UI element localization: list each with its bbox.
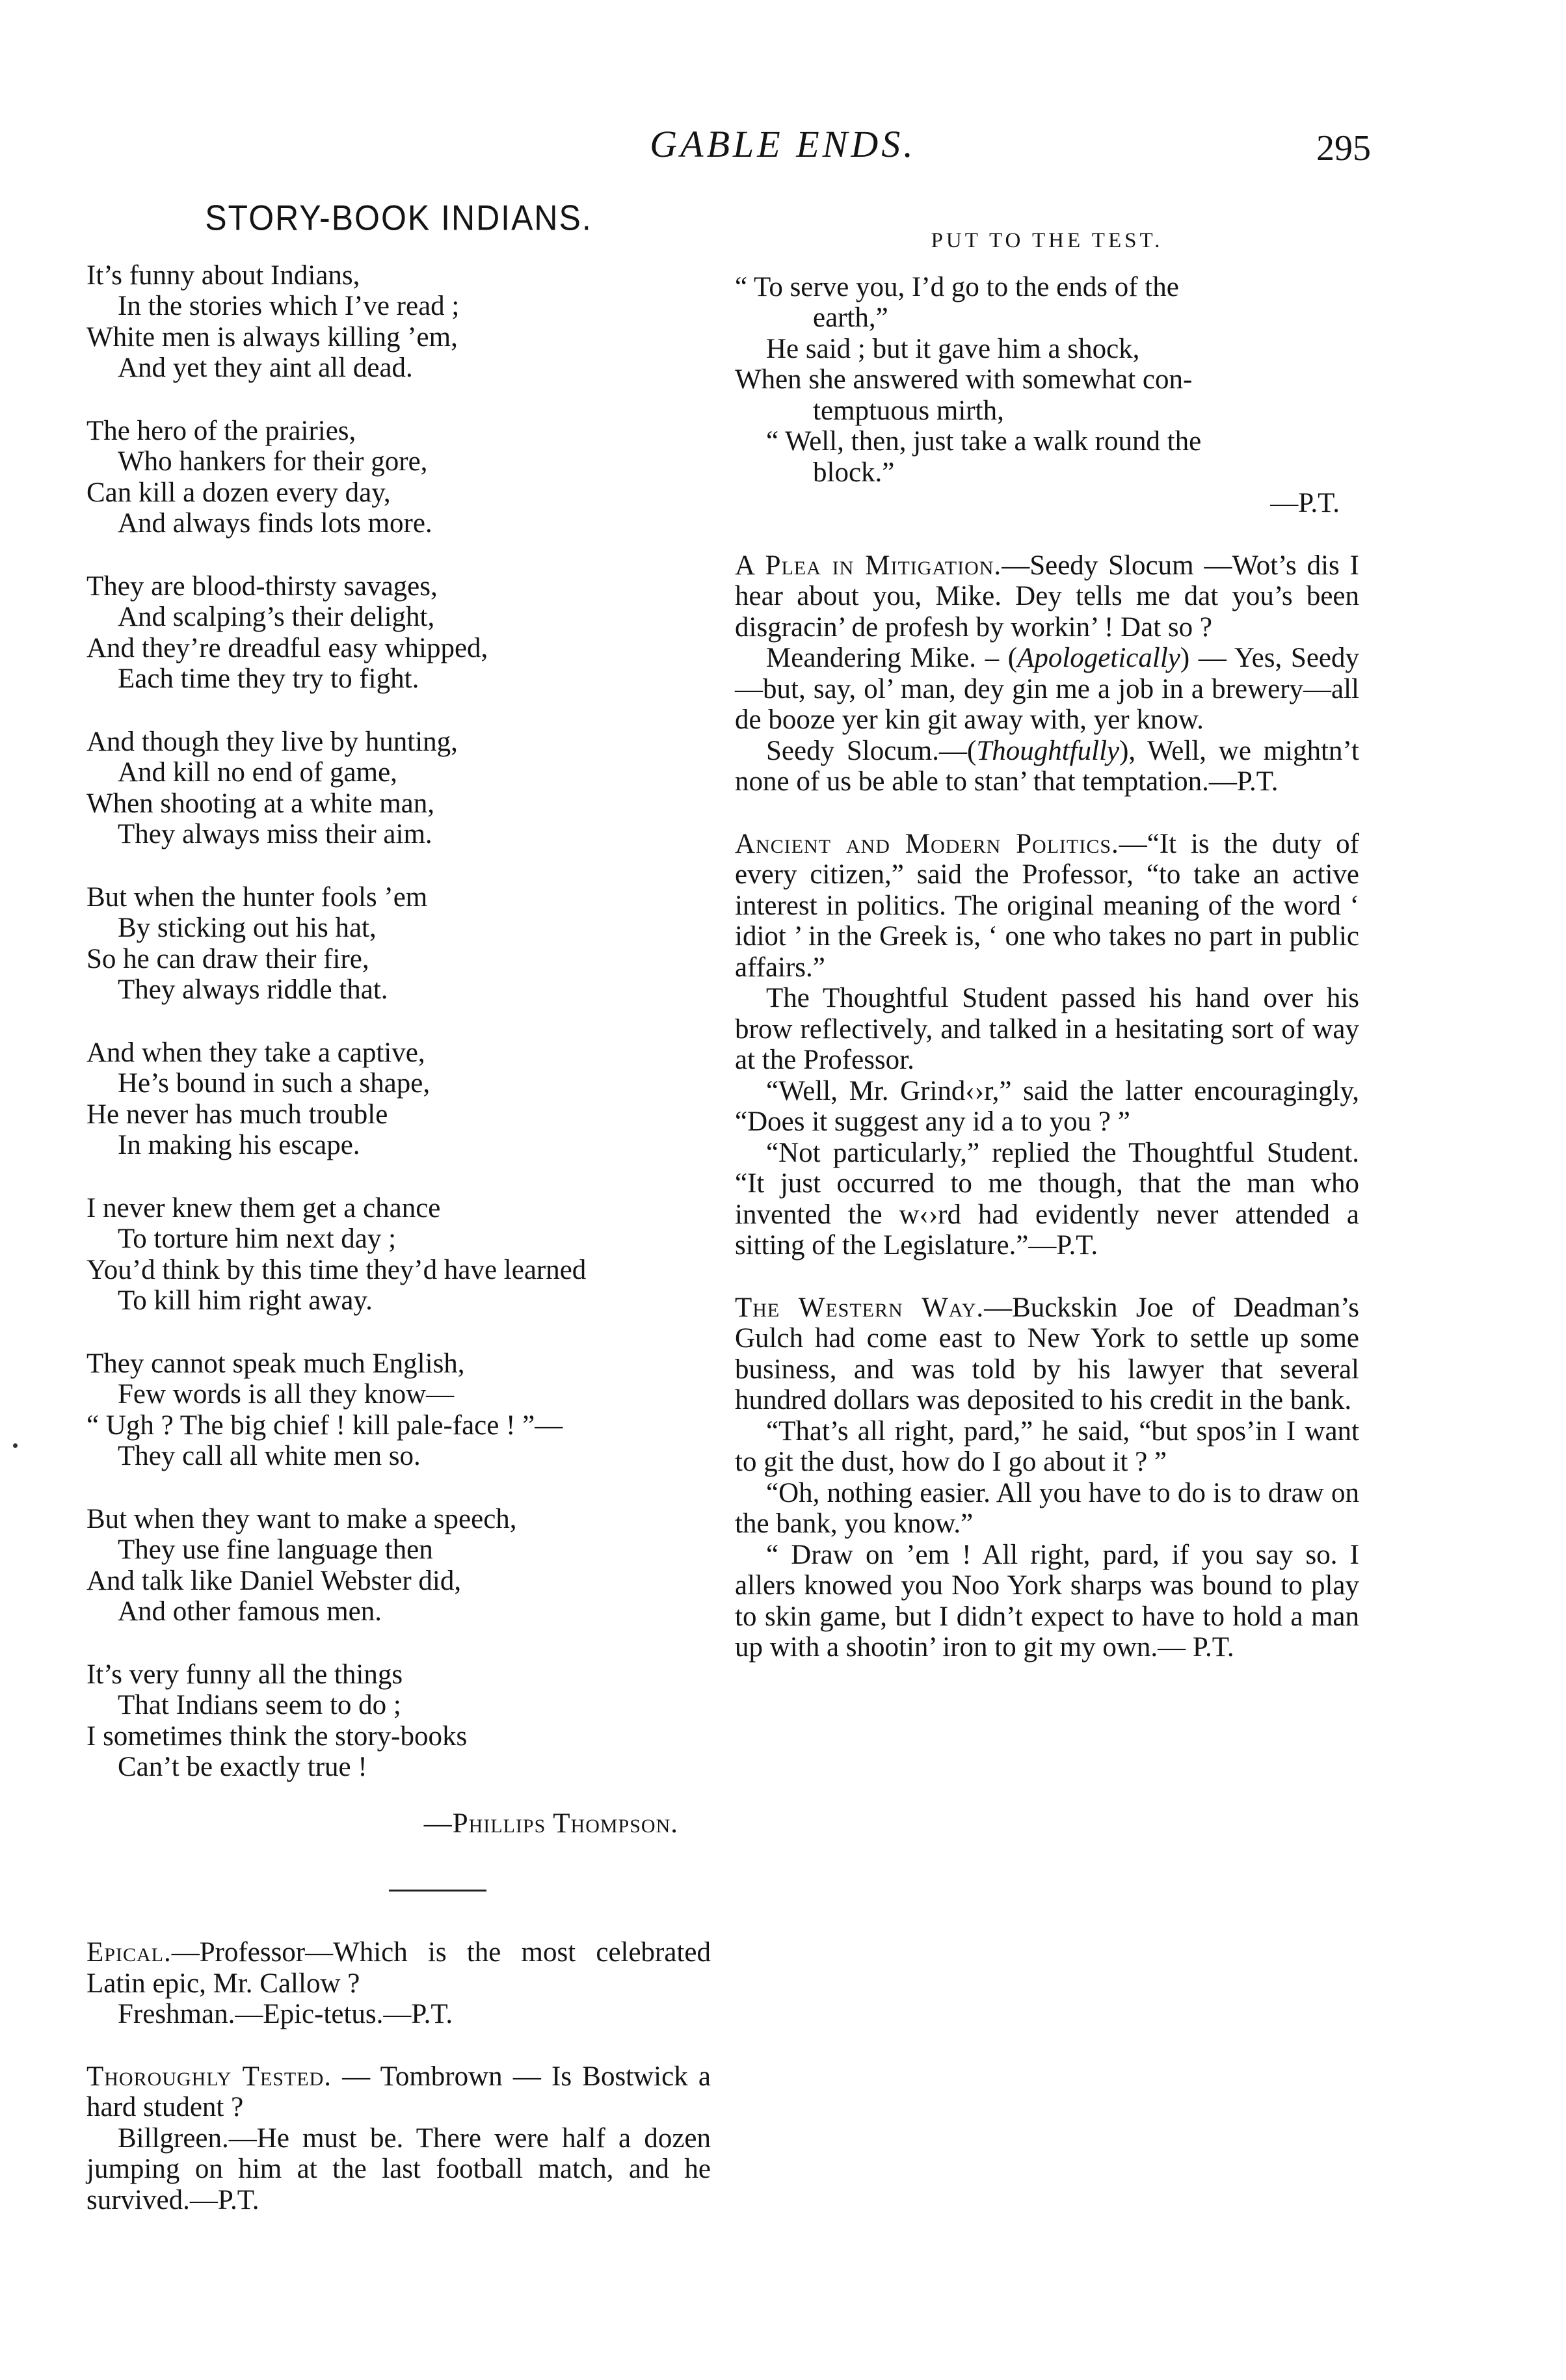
poem-line: They call all white men so. <box>118 1441 421 1471</box>
epical-text: —Professor—Which is the most celebrated Latin epic, Mr. Callow ? <box>86 1937 711 1999</box>
running-title: GABLE ENDS. <box>650 123 916 165</box>
poem-body <box>86 260 711 1783</box>
thoroughly-tested-piece <box>86 2061 711 2216</box>
poem-line: They are blood-thirsty savages, <box>86 570 438 602</box>
plea-paragraph-3: Seedy Slocum.—(Thoughtfully), Well, we mightn’t none of us be able to stan’ that temptation.—P.T. <box>735 735 1359 797</box>
poem-stanza <box>86 1348 711 1472</box>
poem-line: So he can draw their fire, <box>86 943 369 974</box>
poem-line: In the stories which I’ve read ; <box>118 291 460 321</box>
poem-line: And always finds lots more. <box>118 508 432 539</box>
poem-line: And they’re dreadful easy whipped, <box>86 632 488 663</box>
verse-line: temptuous mirth, <box>813 395 1004 426</box>
poem-line: And though they live by hunting, <box>86 726 458 757</box>
politics-title: Ancient and Modern Politics. <box>735 828 1119 859</box>
poem-line: I never knew them get a chance <box>86 1192 441 1223</box>
tested-text: — Tombrown — Is Bostwick a hard student ? <box>86 2061 711 2122</box>
poem-line: I sometimes think the story-books <box>86 1720 468 1752</box>
poem-stanza <box>86 1504 711 1627</box>
poem-signature: —Phillips Thompson. <box>423 1808 678 1839</box>
poem-line: In making his escape. <box>118 1130 360 1160</box>
western-paragraph-4: “ Draw on ’em ! All right, pard, if you say so. I allers knowed you Noo York sharps was bound to play to skin game, but I didn’t expect to have to hold a man up with a shootin’ iron to git my own.— P.T. <box>735 1539 1359 1663</box>
poem-line: They always riddle that. <box>118 974 388 1005</box>
poem-line: And when they take a captive, <box>86 1037 425 1068</box>
poem-stanza <box>86 260 711 384</box>
poem-line: It’s very funny all the things <box>86 1659 403 1690</box>
tested-title: Thoroughly Tested. <box>86 2061 332 2092</box>
western-way-piece <box>735 1292 1359 1663</box>
left-column <box>86 195 711 2247</box>
poem-line: The hero of the prairies, <box>86 415 356 446</box>
politics-paragraph-2: The Thoughtful Student passed his hand over his brow reflectively, and talked in a hesitating sort of way at the Professor. <box>735 983 1359 1075</box>
poem-line: But when they want to make a speech, <box>86 1503 517 1534</box>
poem-stanza <box>86 416 711 539</box>
epical-title: Epical. <box>86 1937 172 1968</box>
poem-line: And kill no end of game, <box>118 757 397 788</box>
poem-line: Can kill a dozen every day, <box>86 477 391 508</box>
poem-stanza <box>86 1037 711 1161</box>
verse-line: “ To serve you, I’d go to the ends of the <box>735 271 1179 302</box>
epical-paragraph <box>86 1937 711 1999</box>
poem-line: By sticking out his hat, <box>118 913 377 943</box>
right-column <box>735 195 1359 1694</box>
western-paragraph-2: “That’s all right, pard,” he said, “but spos’in I want to git the dust, how do I go about it ? ” <box>735 1415 1359 1477</box>
poem-stanza <box>86 882 711 1006</box>
poem-line: Each time they try to fight. <box>118 663 419 694</box>
verse-line: block.” <box>813 457 895 488</box>
page-number: 295 <box>1316 128 1371 168</box>
plea-text: —Seedy Slocum —Wot’s dis I hear about you, Mike. Dey tells me dat you’s been disgracin’ de profesh by workin’ ! Dat so ? <box>735 550 1359 643</box>
western-title: The Western Way. <box>735 1292 985 1323</box>
politics-paragraph-3: “Well, Mr. Grind‹›r,” said the latter encouragingly, “Does it suggest any id a to you ? ” <box>735 1075 1359 1137</box>
politics-paragraph-4: “Not particularly,” replied the Thoughtful Student. “It just occurred to me though, that the man who invented the w‹›rd had evidently never attended a sitting of the Legislature.”—P.T. <box>735 1137 1359 1261</box>
poem-line: They use fine language then <box>118 1534 433 1565</box>
poem-line: “ Ugh ? The big chief ! kill pale-face ! ”— <box>86 1410 563 1441</box>
poem-line: Who hankers for their gore, <box>118 446 428 477</box>
tested-paragraph <box>86 2061 711 2123</box>
poem-line: But when the hunter fools ’em <box>86 881 428 913</box>
politics-paragraph-1 <box>735 829 1359 983</box>
plea-title: A Plea in Mitigation. <box>735 550 1002 581</box>
poem-line: They cannot speak much English, <box>86 1348 465 1379</box>
epical-piece <box>86 1937 711 2030</box>
poem-line: To kill him right away. <box>118 1285 373 1316</box>
poem-line: That Indians seem to do ; <box>118 1690 401 1720</box>
plea-paragraph-1 <box>735 550 1359 643</box>
section-divider <box>389 1890 486 1892</box>
poem-line: Can’t be exactly true ! <box>118 1752 367 1782</box>
verse-line: “ Well, then, just take a walk round the <box>766 426 1202 457</box>
poem-stanza <box>86 1193 711 1317</box>
poem-line: And yet they aint all dead. <box>118 353 413 383</box>
poem-line: Few words is all they know— <box>118 1379 455 1410</box>
put-to-test-verse <box>735 272 1359 488</box>
verse-line: When she answered with somewhat con- <box>735 364 1193 395</box>
poem-line: You’d think by this time they’d have learned <box>86 1254 587 1285</box>
politics-text: —“It is the duty of every citizen,” said the Professor, “to take an active interest in politics. The original meaning of the word ‘ idiot ’ in the Greek is, ‘ one who takes no part in public affairs.” <box>735 828 1359 983</box>
poem-line: White men is always killing ’em, <box>86 321 458 353</box>
western-paragraph-3: “Oh, nothing easier. All you have to do is to draw on the bank, you know.” <box>735 1477 1359 1539</box>
put-to-test-signature: —P.T. <box>1270 488 1340 518</box>
poem-line: He’s bound in such a shape, <box>118 1068 431 1099</box>
poem-title: STORY-BOOK INDIANS. <box>205 198 592 238</box>
verse-line: He said ; but it gave him a shock, <box>766 333 1140 364</box>
poem-line: When shooting at a white man, <box>86 788 434 819</box>
margin-speck <box>13 1443 18 1448</box>
poem-line: And talk like Daniel Webster did, <box>86 1565 462 1596</box>
plea-paragraph-2: Meandering Mike. – (Apologetically) — Yes, Seedy—but, say, ol’ man, dey gin me a job in a brewery—all de booze yer kin git away with, yer know. <box>735 643 1359 735</box>
western-paragraph-1 <box>735 1292 1359 1416</box>
epical-answer: Freshman.—Epic-tetus.—P.T. <box>118 1999 453 2029</box>
plea-piece <box>735 550 1359 797</box>
poem-stanza <box>86 571 711 695</box>
poem-stanza <box>86 1659 711 1783</box>
poem-line: To torture him next day ; <box>118 1223 397 1254</box>
western-text: —Buckskin Joe of Deadman’s Gulch had come east to New York to settle up some business, and was told by his lawyer that several hundred dollars was deposited to his credit in the bank. <box>735 1292 1359 1415</box>
poem-line: They always miss their aim. <box>118 819 432 849</box>
poem-line: And scalping’s their delight, <box>118 602 435 632</box>
verse-line: earth,” <box>813 302 888 333</box>
poem-line: He never has much trouble <box>86 1099 388 1130</box>
poem-line: It’s funny about Indians, <box>86 260 360 291</box>
poem-line: And other famous men. <box>118 1596 382 1627</box>
tested-answer: Billgreen.—He must be. There were half a dozen jumping on him at the last football match, and he survived.—P.T. <box>86 2122 711 2215</box>
put-to-test-title: PUT TO THE TEST. <box>931 229 1163 252</box>
politics-piece <box>735 829 1359 1261</box>
poem-stanza <box>86 727 711 850</box>
